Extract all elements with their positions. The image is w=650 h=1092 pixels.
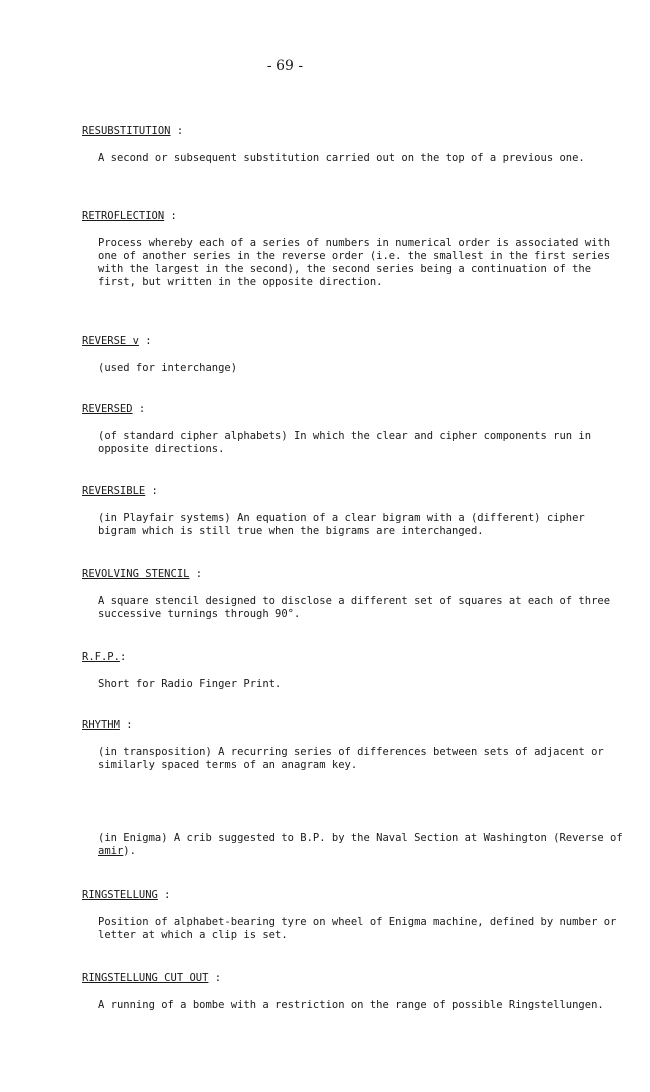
glossary-entry-retroflection bbox=[82, 209, 627, 289]
glossary-entry-reversible bbox=[82, 484, 627, 538]
glossary-entry-rhythm bbox=[82, 718, 627, 772]
term-label: REVERSED bbox=[82, 403, 133, 415]
page-number: - 69 - bbox=[266, 58, 304, 74]
entry-term bbox=[82, 402, 627, 416]
term-colon: : bbox=[138, 335, 152, 347]
glossary-entry-resubstitution bbox=[82, 124, 627, 165]
entry-definition bbox=[98, 595, 627, 621]
term-label: REVERSIBLE bbox=[82, 485, 146, 497]
entry-definition bbox=[98, 237, 627, 289]
definition-text-part: ). bbox=[123, 845, 136, 857]
definition-text: (in Playfair systems) An equation of a clear bigram with a (different) cipher bigram which is still true when the bigrams are interchanged. bbox=[98, 512, 585, 537]
entry-term bbox=[82, 650, 627, 664]
definition-text: Process whereby each of a series of numbers in numerical order is associated with one of another series in the reverse order (i.e. the smallest in the first series with the largest in the second), the second series being a continuation of the first, but written in the opposite direction. bbox=[98, 237, 611, 288]
term-label: R.F.P. bbox=[82, 651, 120, 663]
definition-text: (used for interchange) bbox=[98, 362, 238, 374]
term-label: RINGSTELLUNG CUT OUT bbox=[82, 972, 209, 984]
entry-definition bbox=[98, 832, 627, 858]
term-label: RINGSTELLUNG bbox=[82, 889, 158, 901]
definition-text: A second or subsequent substitution carried out on the top of a previous one. bbox=[98, 152, 585, 164]
definition-text: Short for Radio Finger Print. bbox=[98, 678, 282, 690]
definition-text: A square stencil designed to disclose a different set of squares at each of three successive turnings through 90°. bbox=[98, 595, 611, 620]
term-label: RETROFLECTION bbox=[82, 210, 165, 222]
definition-text: Position of alphabet-bearing tyre on wheel of Enigma machine, defined by number or letter at which a clip is set. bbox=[98, 916, 617, 941]
glossary-entry-reverse-v bbox=[82, 334, 627, 375]
term-colon: : bbox=[119, 719, 133, 731]
entry-term bbox=[82, 124, 627, 138]
definition-text bbox=[98, 832, 627, 858]
cross-reference-amir: amir bbox=[98, 845, 124, 857]
entry-definition bbox=[98, 678, 627, 691]
entry-term bbox=[82, 888, 627, 902]
entry-definition bbox=[98, 916, 627, 942]
entry-term bbox=[82, 718, 627, 732]
term-label: RHYTHM bbox=[82, 719, 120, 731]
term-label: REVERSE v bbox=[82, 335, 139, 347]
glossary-entry-ringstellung bbox=[82, 888, 627, 942]
term-label: RESUBSTITUTION bbox=[82, 125, 171, 137]
definition-text: (of standard cipher alphabets) In which the clear and cipher components run in opposite directions. bbox=[98, 430, 592, 455]
entry-term bbox=[82, 209, 627, 223]
entry-definition bbox=[98, 362, 627, 375]
definition-text: A running of a bombe with a restriction on the range of possible Ringstellungen. bbox=[98, 999, 604, 1011]
term-colon: : bbox=[132, 403, 146, 415]
term-colon: : bbox=[170, 125, 184, 137]
entry-definition bbox=[98, 999, 627, 1012]
term-colon: : bbox=[164, 210, 177, 222]
term-colon: : bbox=[119, 651, 127, 663]
entry-term bbox=[82, 484, 627, 498]
definition-text: (in transposition) A recurring series of differences between sets of adjacent or similarly spaced terms of an anagram key. bbox=[98, 746, 604, 771]
term-label: REVOLVING STENCIL bbox=[82, 568, 190, 580]
glossary-entry-reversed bbox=[82, 402, 627, 456]
entry-definition bbox=[98, 152, 627, 165]
term-colon: : bbox=[208, 972, 222, 984]
entry-definition bbox=[98, 430, 627, 456]
entry-definition bbox=[98, 746, 627, 772]
glossary-entry-rfp bbox=[82, 650, 627, 691]
glossary-entry-enigma-crib bbox=[82, 832, 627, 858]
glossary-entry-ringstellung-cut-out bbox=[82, 971, 627, 1012]
entry-definition bbox=[98, 512, 627, 538]
entry-term bbox=[82, 971, 627, 985]
term-colon: : bbox=[189, 568, 203, 580]
glossary-entry-revolving-stencil bbox=[82, 567, 627, 621]
entry-term bbox=[82, 567, 627, 581]
definition-text-part: (in Enigma) A crib suggested to B.P. by the Naval Section at Washington (Reverse of bbox=[98, 832, 623, 844]
term-colon: : bbox=[157, 889, 171, 901]
entry-term bbox=[82, 334, 627, 348]
term-colon: : bbox=[145, 485, 158, 497]
